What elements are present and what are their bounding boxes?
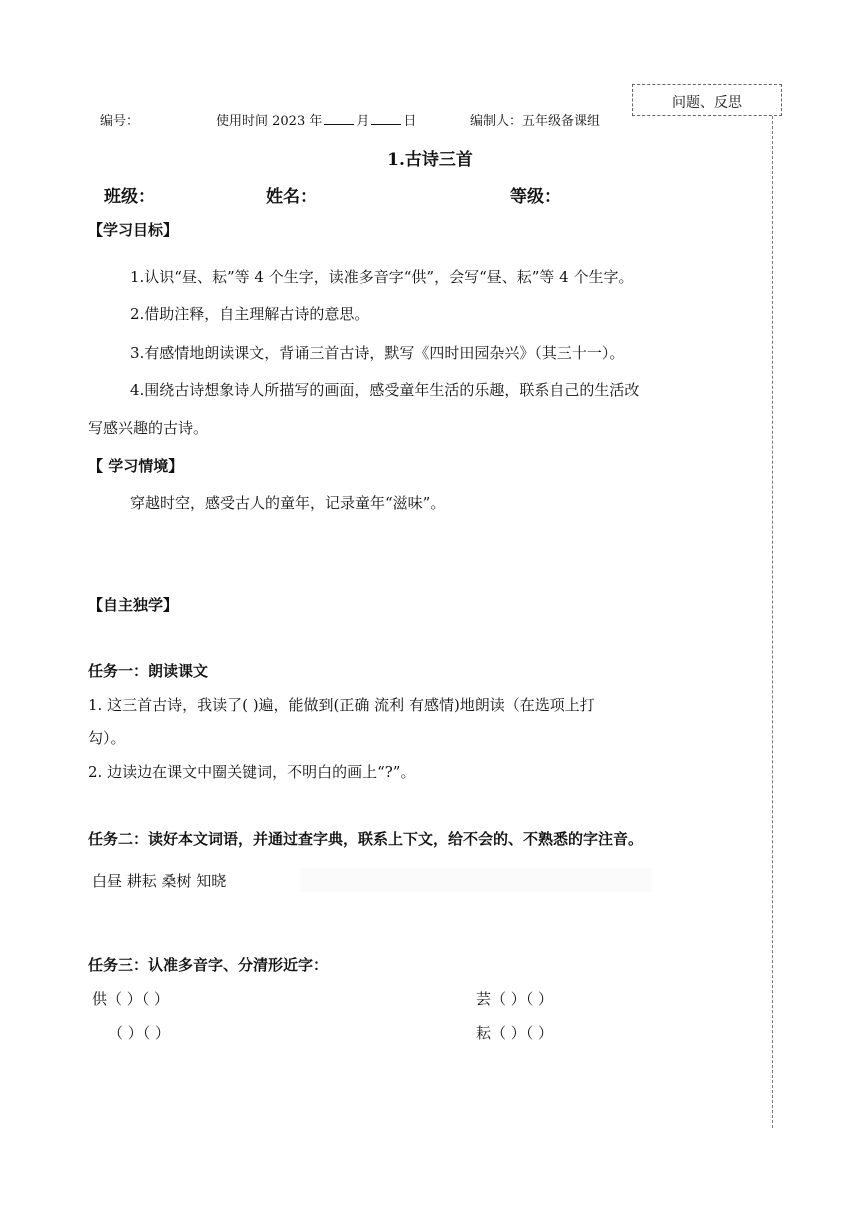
reflection-box <box>632 84 782 116</box>
goal-item: 写感兴趣的古诗。 <box>88 419 209 437</box>
similar-char-row-right: 耘（ ）（ ） <box>476 1024 554 1042</box>
goal-item: 4.围绕古诗想象诗人所描写的画面，感受童年生活的乐趣，联系自己的生活改 <box>130 381 640 399</box>
goal-item: 1.认识“昼、耘”等 4 个生字，读准多音字“供”，会写“昼、耘”等 4 个生字。 <box>130 268 634 286</box>
usage-time <box>216 110 416 129</box>
pinyin-answer-area[interactable] <box>300 868 652 892</box>
goal-item: 3.有感情地朗读课文，背诵三首古诗，默写《四时田园杂兴》（其三十一）。 <box>130 344 625 362</box>
task1-line1: 1. 这三首古诗，我读了( )遍，能做到(正确 流利 有感情)地朗读（在选项上打 <box>88 696 595 714</box>
reflection-box-label: 问题、反思 <box>672 95 742 111</box>
context-heading: 【 学习情境】 <box>88 457 184 475</box>
number-label: 编号： <box>100 114 140 129</box>
day-blank[interactable] <box>371 112 401 125</box>
task1-line1-cont: 勾）。 <box>88 729 126 747</box>
usage-prefix: 使用时间 2023 年 <box>216 114 323 129</box>
task3-title: 任务三：认准多音字、分清形近字： <box>88 956 329 974</box>
polyphone-row-left: （ ）（ ） <box>108 1024 171 1042</box>
month-label: 月 <box>356 114 370 129</box>
goals-heading: 【学习目标】 <box>88 221 179 239</box>
grade-label: 等级： <box>510 187 561 207</box>
class-label: 班级： <box>104 187 155 207</box>
task1-title: 任务一：朗读课文 <box>88 662 209 680</box>
margin-divider <box>772 116 773 1128</box>
editor-label: 编制人：五年级备课组 <box>470 114 601 129</box>
context-text: 穿越时空，感受古人的童年，记录童年“滋味”。 <box>130 494 446 512</box>
task1-line2: 2. 边读边在课文中圈关键词，不明白的画上“?”。 <box>88 763 416 781</box>
similar-char-row-right: 芸（ ）（ ） <box>476 990 554 1008</box>
task2-words: 白昼 耕耘 桑树 知晓 <box>92 872 227 890</box>
goal-item: 2.借助注释，自主理解古诗的意思。 <box>130 305 370 323</box>
polyphone-row-left: 供（ ）（ ） <box>92 990 170 1008</box>
month-blank[interactable] <box>324 112 354 125</box>
name-label: 姓名： <box>266 187 317 207</box>
self-study-heading: 【自主独学】 <box>88 596 179 614</box>
day-label: 日 <box>403 114 417 129</box>
task2-title: 任务二：读好本文词语，并通过查字典，联系上下文，给不会的、不熟悉的字注音。 <box>88 830 644 848</box>
page-title: 1.古诗三首 <box>387 150 473 170</box>
